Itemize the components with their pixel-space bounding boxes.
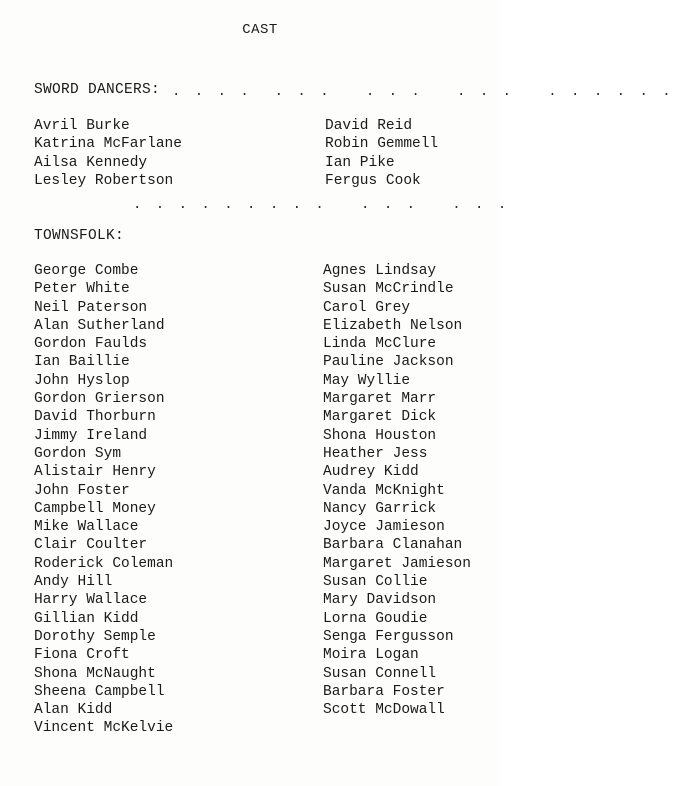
cast-name: Elizabeth Nelson — [323, 317, 463, 334]
cast-name: Ian Baillie — [34, 354, 130, 371]
cast-name: Susan Collie — [323, 574, 428, 591]
cast-name: Mike Wallace — [34, 519, 139, 536]
sword-dancers-heading-dots: . . . . . . . . . . . . . . . . . . . — [172, 84, 674, 100]
cast-name: Pauline Jackson — [323, 354, 454, 371]
cast-name: Roderick Coleman — [34, 555, 174, 572]
cast-name: George Combe — [34, 263, 139, 279]
cast-name: Susan Connell — [323, 665, 437, 682]
cast-name: Katrina McFarlane — [34, 136, 182, 153]
cast-name: John Foster — [34, 482, 130, 499]
cast-name: Agnes Lindsay — [323, 263, 437, 279]
cast-name: Gillian Kidd — [34, 610, 139, 627]
cast-name: Gordon Faulds — [34, 336, 148, 353]
cast-name: Audrey Kidd — [323, 464, 419, 481]
cast-name: Shona McNaught — [34, 665, 156, 682]
sword-dancers-left-column — [34, 117, 182, 190]
cast-name: Dorothy Semple — [34, 628, 156, 645]
cast-name: Lorna Goudie — [323, 610, 428, 627]
cast-name: Shona Houston — [323, 427, 437, 444]
cast-name: Barbara Clanahan — [323, 537, 463, 554]
cast-name: Mary Davidson — [323, 592, 437, 609]
section-divider-dots: . . . . . . . . . . . . . . . — [133, 197, 510, 213]
townsfolk-heading: TOWNSFOLK: — [34, 228, 125, 244]
cast-name: Margaret Dick — [323, 409, 437, 426]
townsfolk-right-column — [323, 262, 471, 719]
cast-name: Harry Wallace — [34, 592, 148, 609]
cast-name: Andy Hill — [34, 574, 113, 591]
cast-name: Moira Logan — [323, 647, 419, 664]
page-title: CAST — [242, 22, 278, 38]
cast-name: Campbell Money — [34, 500, 156, 517]
cast-name: Gordon Grierson — [34, 391, 165, 408]
cast-name: Lesley Robertson — [34, 172, 174, 189]
cast-name: David Thorburn — [34, 409, 156, 426]
cast-name: David Reid — [325, 118, 413, 134]
cast-name: Neil Paterson — [34, 299, 148, 316]
cast-name: Alan Kidd — [34, 702, 113, 719]
townsfolk-left-column — [34, 262, 173, 738]
cast-name: Sheena Campbell — [34, 683, 165, 700]
cast-name: Linda McClure — [323, 336, 437, 353]
cast-name: Margaret Jamieson — [323, 555, 471, 572]
cast-name: Carol Grey — [323, 299, 411, 316]
cast-name: Avril Burke — [34, 118, 130, 134]
cast-name: Alistair Henry — [34, 464, 156, 481]
cast-name: Barbara Foster — [323, 683, 445, 700]
cast-name: Ian Pike — [325, 154, 395, 171]
cast-name: Alan Sutherland — [34, 317, 165, 334]
cast-name: Scott McDowall — [323, 702, 445, 719]
cast-name: Joyce Jamieson — [323, 519, 445, 536]
cast-name: Jimmy Ireland — [34, 427, 148, 444]
sword-dancers-right-column — [325, 117, 438, 190]
sword-dancers-heading: SWORD DANCERS: — [34, 82, 161, 98]
cast-name: John Hyslop — [34, 372, 130, 389]
cast-name: Gordon Sym — [34, 445, 122, 462]
cast-name: Clair Coulter — [34, 537, 148, 554]
cast-name: Robin Gemmell — [325, 136, 439, 153]
cast-name: Senga Fergusson — [323, 628, 454, 645]
cast-name: Ailsa Kennedy — [34, 154, 148, 171]
cast-name: Heather Jess — [323, 445, 428, 462]
cast-name: Margaret Marr — [323, 391, 437, 408]
cast-name: Fergus Cook — [325, 172, 421, 189]
cast-name: Nancy Garrick — [323, 500, 437, 517]
cast-name: May Wyllie — [323, 372, 411, 389]
cast-name: Vanda McKnight — [323, 482, 445, 499]
cast-name: Vincent McKelvie — [34, 720, 174, 737]
cast-name: Peter White — [34, 281, 130, 298]
cast-name: Fiona Croft — [34, 647, 130, 664]
cast-name: Susan McCrindle — [323, 281, 454, 298]
